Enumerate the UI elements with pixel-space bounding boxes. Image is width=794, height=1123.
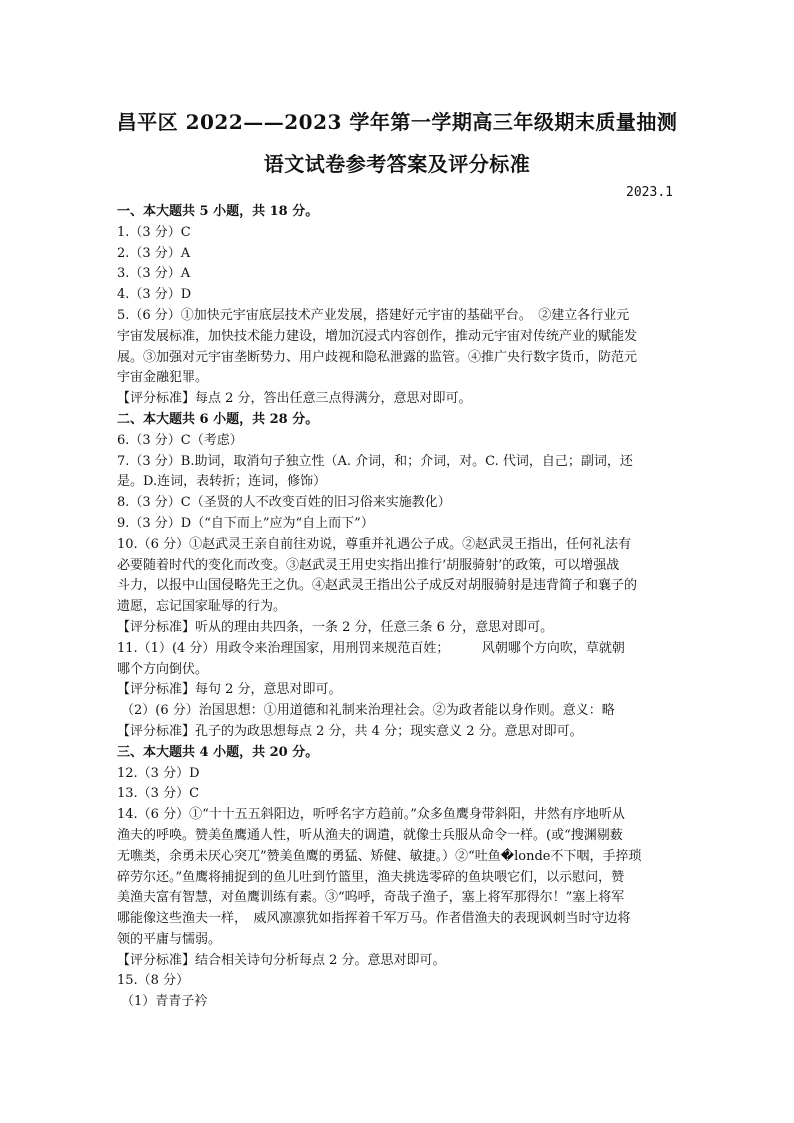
document-date: 2023.1 — [626, 185, 673, 200]
answer-line: 【评分标准】结合相关诗句分析每点 2 分。意思对即可。 — [117, 952, 446, 968]
answer-line: 5.（6 分）①加快元宇宙底层技术产业发展，搭建好元宇宙的基础平台。 ②建立各行业元 — [117, 307, 630, 323]
answer-line: 4.（3 分）D — [117, 287, 192, 303]
answer-line: 1.（3 分）C — [117, 224, 191, 240]
section-heading: 三、本大题共 4 小题，共 20 分。 — [117, 744, 319, 760]
answer-line: 美渔夫富有智慧，对鱼鹰训练有素。③“呜呼，奇哉子渔子，塞上将军那得尔！”塞上将军 — [117, 890, 625, 906]
answer-line: 宇宙金融犯罪。 — [117, 370, 209, 386]
answer-line: 领的平庸与懦弱。 — [117, 931, 222, 947]
answer-line: 遗愿，忘记国家耻辱的行为。 — [117, 599, 287, 615]
answer-line: 10.（6 分）①赵武灵王亲自前往劝说，尊重并礼遇公子成。②赵武灵王指出，任何礼法有 — [117, 536, 632, 552]
answer-line: 渔夫的呼唤。赞美鱼鹰通人性，听从渔夫的调遣，就像士兵服从命令一样。(或“搜渊剔薮 — [117, 827, 623, 843]
answer-line: （1）青青子衿 — [121, 994, 208, 1010]
answer-line: 11.（1）(4 分）用政令来治理国家，用刑罚来规范百姓； 风朝哪个方向吹，草就朝 — [117, 640, 625, 656]
answer-line: 12.（3 分）D — [117, 765, 200, 781]
answer-content — [117, 202, 677, 1013]
answer-line: 7.（3 分）B.助词，取消句子独立性（A. 介词，和；介词，对。C. 代词，自己；副词，还 — [117, 453, 633, 469]
answer-line: 6.（3 分）C（考虑） — [117, 432, 243, 448]
answer-line: 9.（3 分）D（“自下而上”应为“自上而下”） — [117, 515, 374, 531]
answer-line: 2.（3 分）A — [117, 245, 191, 261]
answer-line: 8.（3 分）C（圣贤的人不改变百姓的旧习俗来实施教化） — [117, 495, 451, 511]
answer-line: 【评分标准】听从的理由共四条，一条 2 分，任意三条 6 分，意思对即可。 — [117, 619, 554, 635]
answer-line: 13.（3 分）C — [117, 786, 200, 802]
answer-line: 14.（6 分）①“十十五五斜阳边，听呼名字方趋前。”众多鱼鹰身带斜阳，井然有序地听从 — [117, 807, 625, 823]
section-heading: 二、本大题共 6 小题，共 28 分。 — [117, 411, 319, 427]
answer-line: 哪个方向倒伏。 — [117, 661, 209, 677]
answer-line: 碎劳尔还。”鱼鹰将捕捉到的鱼儿吐到竹篮里，渔夫挑选零碎的鱼块喂它们，以示慰问，赞 — [117, 869, 625, 885]
answer-line: 【评分标准】每句 2 分，意思对即可。 — [117, 682, 342, 698]
answer-line: 【评分标准】每点 2 分，答出任意三点得满分，意思对即可。 — [117, 391, 472, 407]
answer-line: 15.（8 分） — [117, 973, 190, 989]
section-heading: 一、本大题共 5 小题，共 18 分。 — [117, 204, 319, 219]
answer-line: 【评分标准】孔子的为政思想每点 2 分，共 4 分；现实意义 2 分。意思对即可。 — [117, 723, 583, 739]
document-subtitle: 语文试卷参考答案及评分标准 — [263, 152, 531, 176]
answer-line: 斗力，以报中山国侵略先王之仇。④赵武灵王指出公子成反对胡服骑射是违背简子和襄子的 — [117, 578, 638, 594]
answer-line: 哪能像这些渔夫一样， 威风凛凛犹如指挥着千军万马。作者借渔夫的表现讽刺当时守边将 — [117, 911, 631, 927]
answer-line: 无噍类，余勇未厌心突兀”赞美鱼鹰的勇猛、矫健、敏捷。）②“吐鱼�londe不下咽，手捽琐 — [117, 848, 642, 864]
answer-line: 是。D.连词，表转折；连词，修饰） — [117, 474, 327, 490]
answer-line: 展。③加强对元宇宙垄断势力、用户歧视和隐私泄露的监管。④推广央行数字货币，防范元 — [117, 349, 638, 365]
answer-line: （2）(6 分）治国思想：①用道德和礼制来治理社会。②为政者能以身作则。意义：略 — [121, 703, 615, 719]
answer-line: 宇宙发展标准，加快技术能力建设，增加沉浸式内容创作，推动元宇宙对传统产业的赋能发 — [117, 328, 638, 344]
answer-line: 3.（3 分）A — [117, 266, 191, 282]
document-title: 昌平区 2022——2023 学年第一学期高三年级期末质量抽测 — [116, 110, 678, 134]
answer-line: 必要随着时代的变化而改变。③赵武灵王用史实指出推行‘胡服骑射’的政策，可以增强战 — [117, 557, 620, 573]
